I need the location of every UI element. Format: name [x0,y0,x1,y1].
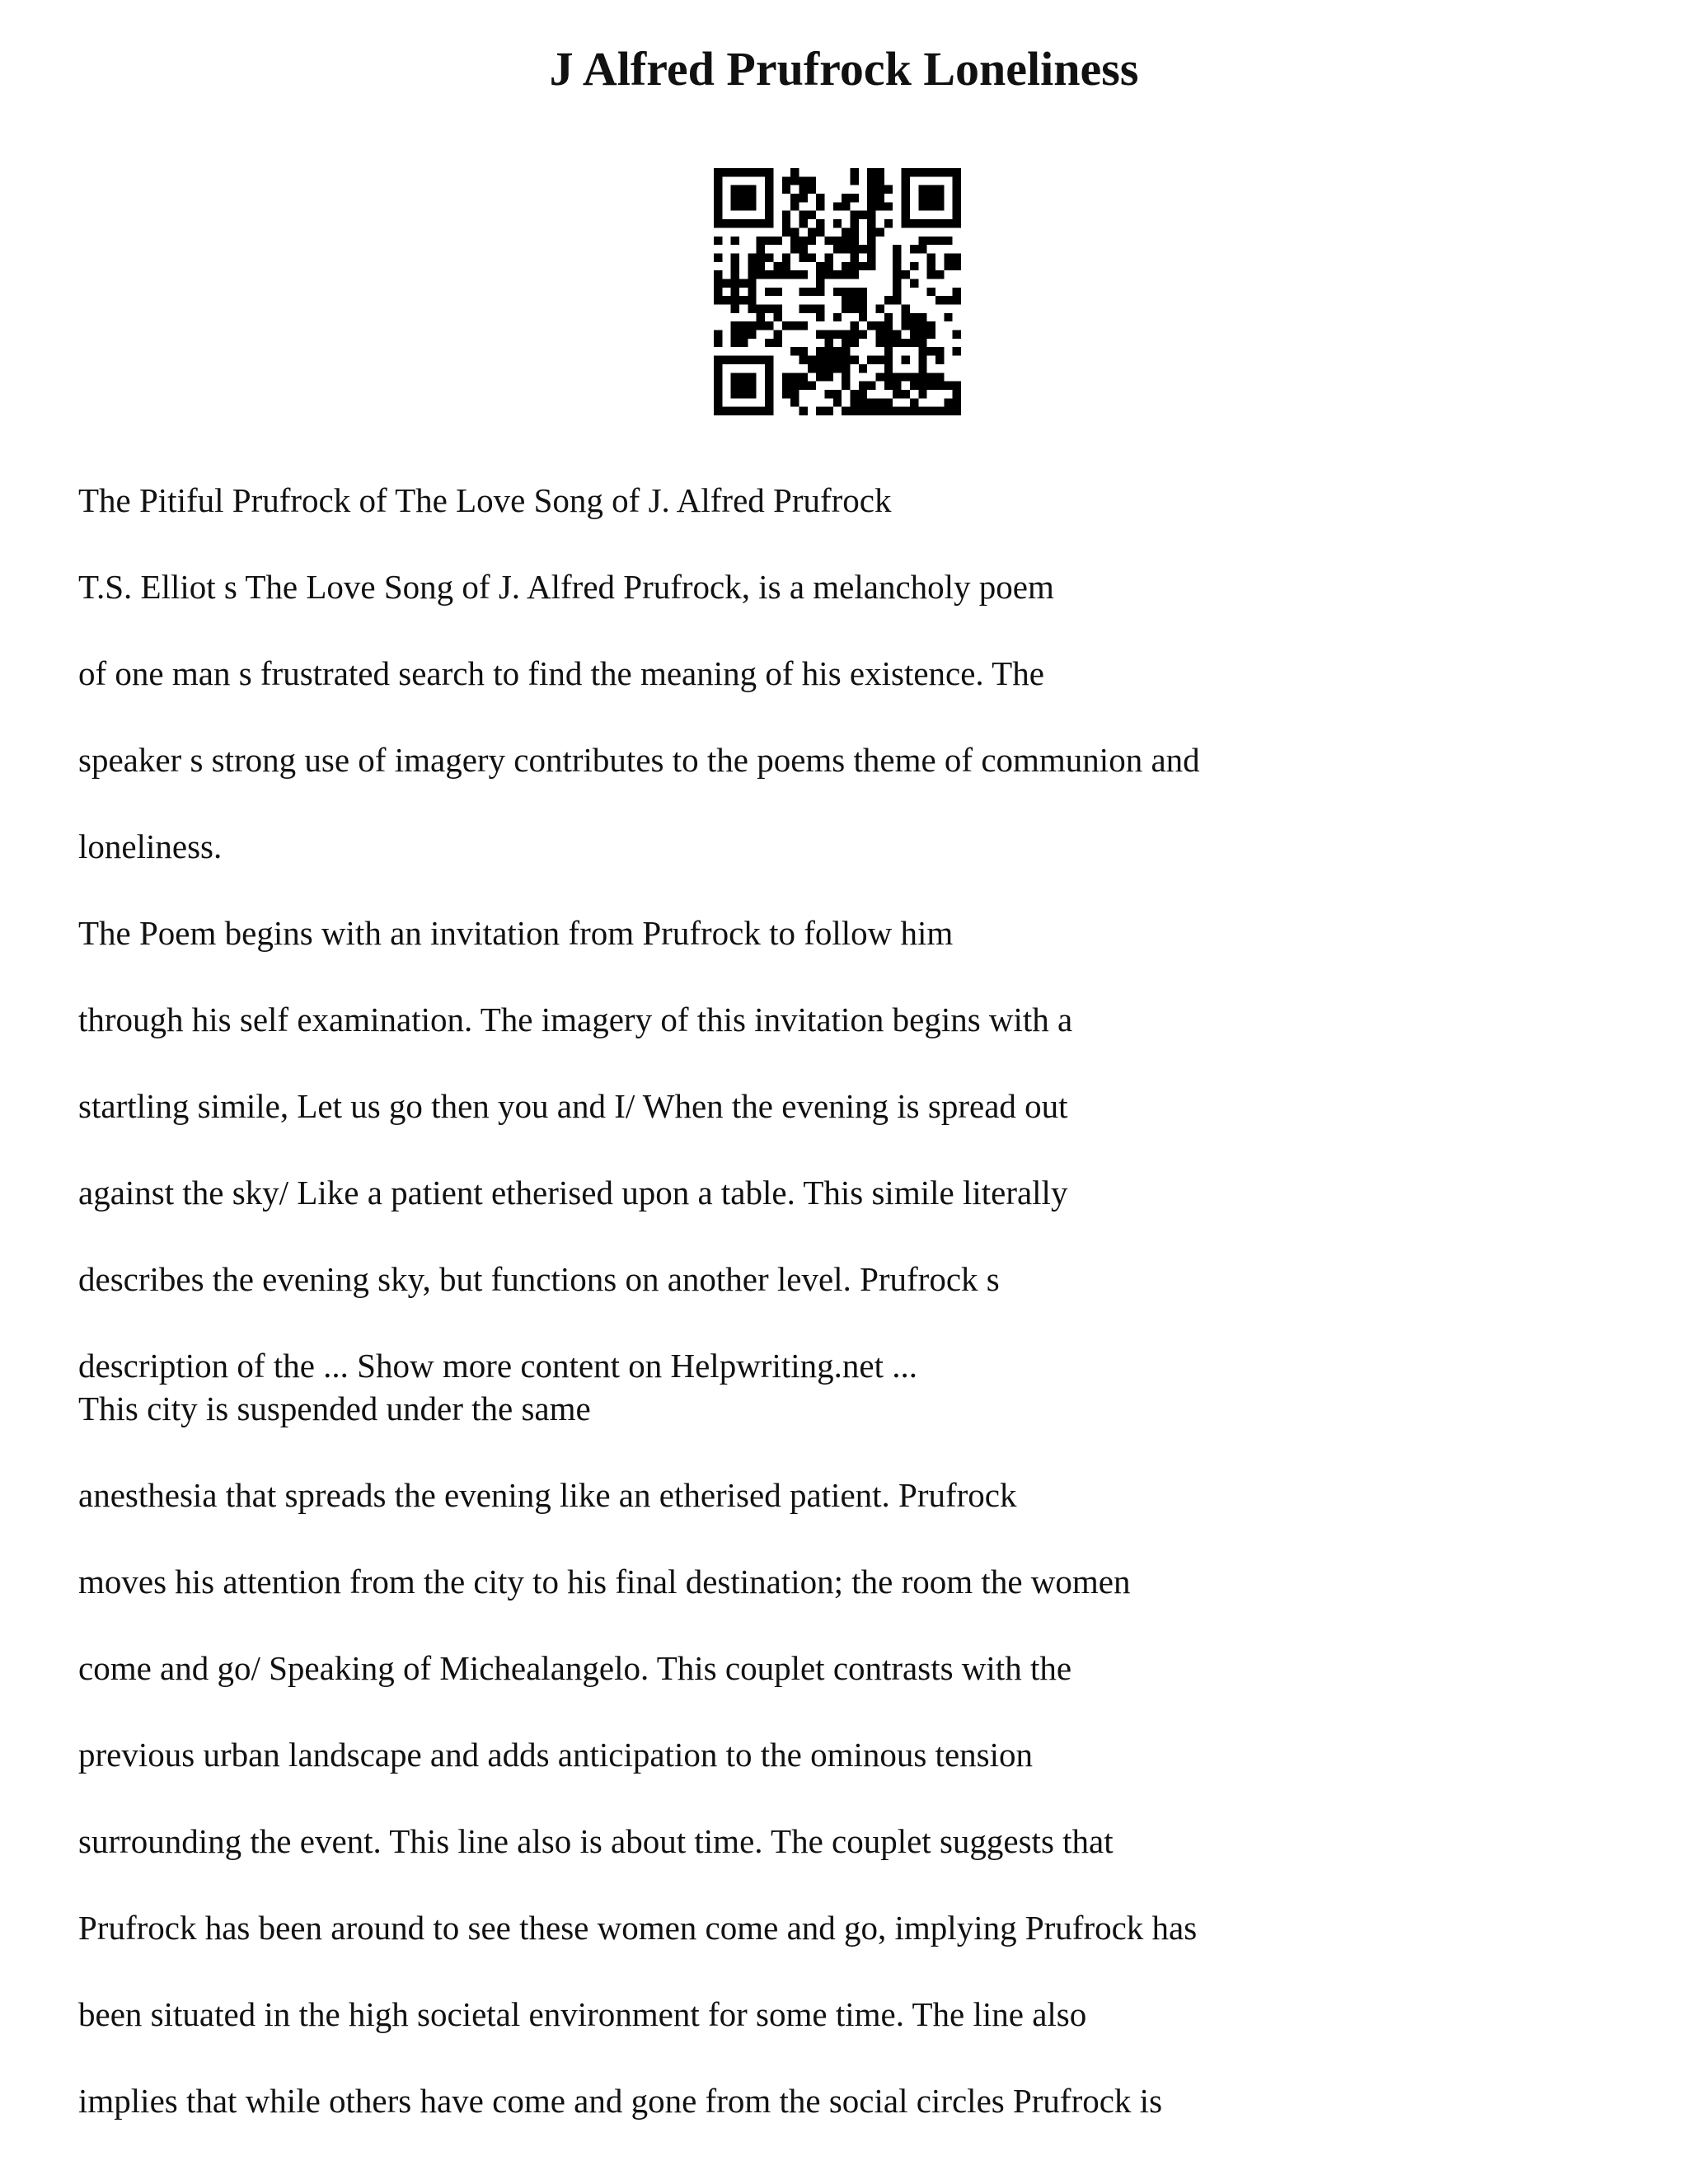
doc-line-3: of one man s frustrated search to find the meaning of his existence. The [78,654,1044,692]
doc-line-1: The Pitiful Prufrock of The Love Song of J. Alfred Prufrock [78,481,892,519]
doc-line-20: implies that while others have come and gone from the social circles Prufrock is [78,2082,1163,2120]
doc-line-4: speaker s strong use of imagery contributes to the poems theme of communion and [78,741,1200,779]
doc-line-2: T.S. Elliot s The Love Song of J. Alfred Prufrock, is a melancholy poem [78,568,1054,606]
doc-line-12: This city is suspended under the same [78,1390,591,1427]
doc-line-13: anesthesia that spreads the evening like an etherised patient. Prufrock [78,1476,1017,1514]
doc-line-19: been situated in the high societal environment for some time. The line also [78,1995,1087,2033]
page-title: J Alfred Prufrock Loneliness [549,42,1139,96]
doc-line-15: come and go/ Speaking of Michealangelo. This couplet contrasts with the [78,1649,1072,1687]
qr-code-icon [714,168,961,415]
doc-line-17: surrounding the event. This line also is about time. The couplet suggests that [78,1822,1114,1860]
doc-line-8: startling simile, Let us go then you and I/ When the evening is spread out [78,1087,1068,1125]
doc-line-6: The Poem begins with an invitation from Prufrock to follow him [78,914,954,952]
doc-line-16: previous urban landscape and adds anticipation to the ominous tension [78,1736,1033,1774]
doc-line-9: against the sky/ Like a patient etherised upon a table. This simile literally [78,1174,1068,1212]
doc-line-7: through his self examination. The imagery of this invitation begins with a [78,1001,1073,1038]
doc-line-11-show-more: description of the ... Show more content on Helpwriting.net ... [78,1347,917,1385]
doc-line-10: describes the evening sky, but functions on another level. Prufrock s [78,1260,1000,1298]
doc-line-5: loneliness. [78,827,223,865]
doc-line-18: Prufrock has been around to see these women come and go, implying Prufrock has [78,1909,1198,1947]
doc-line-14: moves his attention from the city to his final destination; the room the women [78,1563,1131,1601]
qr-code-graphic [714,168,961,415]
